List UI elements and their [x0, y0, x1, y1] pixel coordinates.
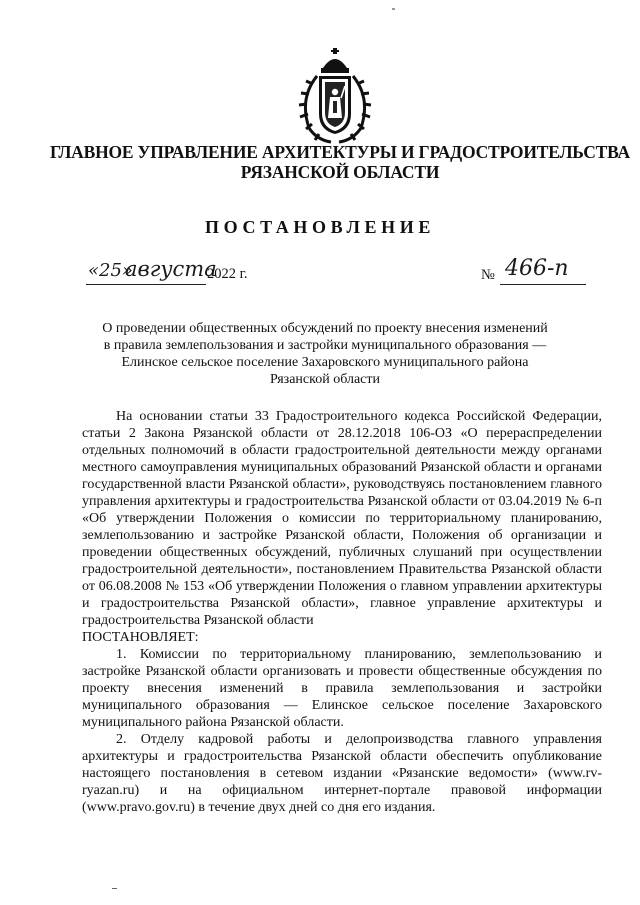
subject-line: О проведении общественных обсуждений по проекту внесения изменений	[102, 321, 548, 336]
document-type: ПОСТАНОВЛЕНИЕ	[205, 217, 435, 237]
clause-2: 2. Отделу кадровой работы и делопроизводства главного управления архитектуры и градостроительства Рязанской области обеспечить опубликование настоящего постановления в сетевом издании «Рязанские ведомости» (www.rv-ryazan.ru) и на официальном интернет-портале правовой информации (www.pravo.gov.ru) в течение двух дней со дня его издания.	[82, 732, 602, 815]
organization-name: ГЛАВНОЕ УПРАВЛЕНИЕ АРХИТЕКТУРЫ И ГРАДОСТРОИТЕЛЬСТВА	[50, 142, 630, 162]
date-number-row	[0, 256, 640, 292]
date-underline	[86, 284, 206, 285]
subject-line: Елинское сельское поселение Захаровского муниципального района	[121, 355, 529, 370]
document-subject	[90, 320, 560, 388]
scan-artifact	[392, 8, 395, 10]
number-label: №	[481, 267, 495, 283]
document-body	[82, 408, 602, 816]
date-month: августа	[125, 257, 217, 281]
preamble-paragraph: На основании статьи 33 Градостроительного кодекса Российской Федерации, статьи 2 Закона Рязанской области от 28.12.2018 106-ОЗ «О перераспределении отдельных полномочий в области градостроительной деятельности между органами местного самоуправления муниципальных образований Рязанской области и органами государственной власти Рязанской области», руководствуясь постановлением главного управления архитектуры и градостроительства Рязанской области от 03.04.2019 № 6-п «Об утверждении Положения о комиссии по территориальному планированию, землепользованию и застройке Рязанской области, Положения об организации и проведении общественных обсуждений, публичных слушаний при осуществлении градостроительной деятельности», постановлением Правительства Рязанской области от 06.08.2008 № 153 «Об утверждении Положения о главном управлении архитектуры и градостроительства Рязанской области», главное управление архитектуры и градостроительства Рязанской области	[82, 409, 602, 628]
ryazan-coat-of-arms-icon	[295, 48, 375, 146]
subject-line: в правила землепользования и застройки муниципального образования —	[103, 338, 547, 353]
resolve-heading: ПОСТАНОВЛЯЕТ:	[82, 630, 199, 645]
scan-artifact	[112, 888, 117, 889]
document-number: 466-п	[505, 256, 569, 281]
number-underline	[500, 284, 586, 285]
date-day: «25»	[88, 260, 133, 281]
subject-line: Рязанской области	[269, 372, 381, 387]
organization-region: РЯЗАНСКОЙ ОБЛАСТИ	[240, 162, 440, 182]
date-year: 2022 г.	[207, 266, 248, 282]
clause-1: 1. Комиссии по территориальному планированию, землепользованию и застройке Рязанской области организовать и провести общественные обсуждения по проекту внесения изменений в правила землепользования и застройки муниципального образования — Елинское сельское поселение Захаровского муниципального района Рязанской области.	[82, 647, 602, 730]
